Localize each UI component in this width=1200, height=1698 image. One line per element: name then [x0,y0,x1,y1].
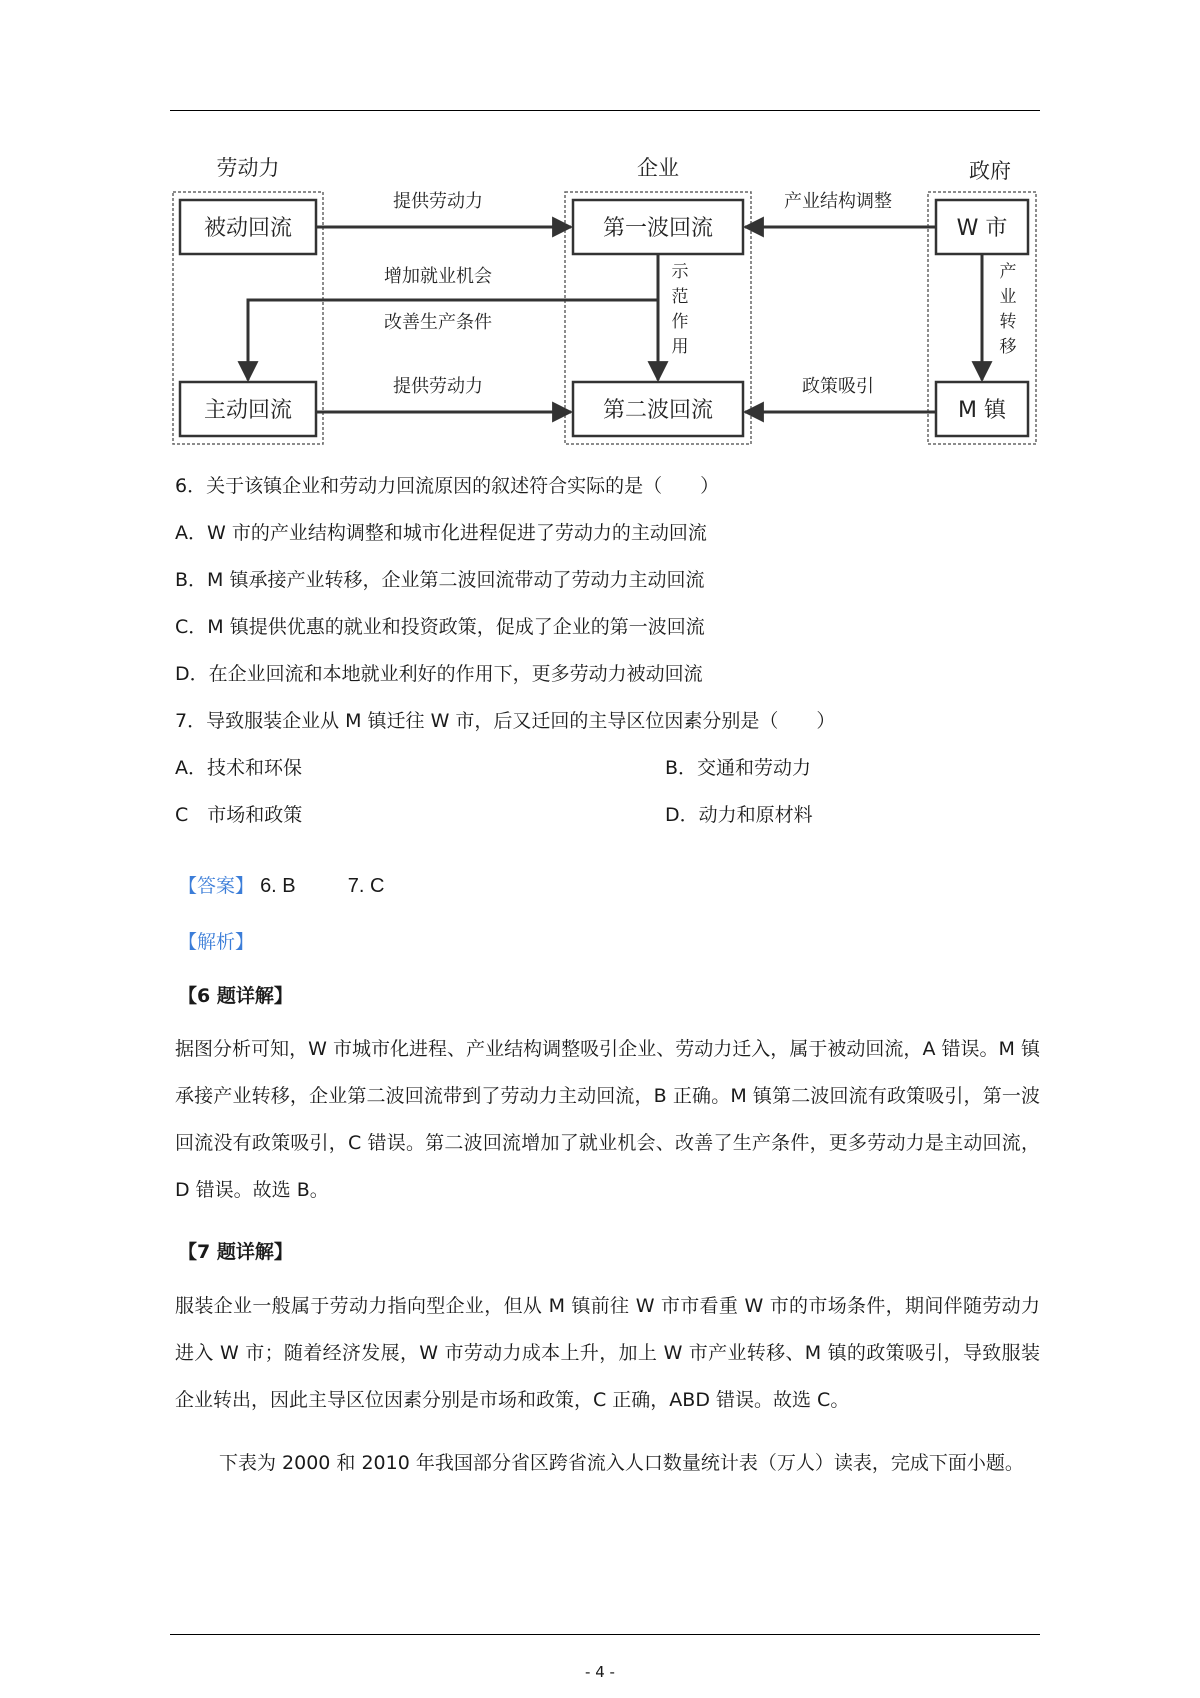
question-7-option-b: B．交通和劳动力 [665,757,812,779]
answer-line [178,873,384,899]
svg-text:作: 作 [671,312,689,332]
question-6-option-a: A．W 市的产业结构调整和城市化进程促进了劳动力的主动回流 [175,522,707,544]
svg-text:移: 移 [999,337,1017,357]
passive-return-box [180,200,316,254]
question-6-stem: 6．关于该镇企业和劳动力回流原因的叙述符合实际的是（ ） [175,475,720,497]
active-return-label: 主动回流 [203,398,293,423]
labor-return-diagram [170,150,1040,450]
detail-6-text: 据图分析可知，W 市城市化进程、产业结构调整吸引企业、劳动力迁入，属于被动回流，A 错误。M 镇承接产业转移，企业第二波回流带到了劳动力主动回流，B 正确。M 镇第二波回流有政策吸引，第一波回流没有政策吸引，C 错误。第二波回流增加了就业机会、改善了生产条件，更多劳动力是主动回流，D 错误。故选 B。 [175,1038,1040,1201]
question-7-option-a: A．技术和环保 [175,757,302,779]
active-return-box [180,382,316,436]
question-7-stem: 7．导致服装企业从 M 镇迁往 W 市，后又迁回的主导区位因素分别是（ ） [175,710,836,732]
industry-adjust-label: 产业结构调整 [784,191,892,212]
svg-text:业: 业 [999,287,1017,307]
improve-conditions-label: 改善生产条件 [384,312,492,333]
question-7-option-d: D．动力和原材料 [665,804,813,826]
m-town-box [936,382,1028,436]
footer-rule [170,1634,1040,1635]
detail-7-heading: 【7 题详解】 [178,1241,293,1263]
svg-text:范: 范 [671,287,689,307]
w-city-label: W 市 [956,216,1008,241]
provide-labor-bottom-label: 提供劳动力 [393,376,483,397]
question-6-option-b: B．M 镇承接产业转移，企业第二波回流带动了劳动力主动回流 [175,569,705,591]
m-town-label: M 镇 [958,398,1006,423]
question-7-option-c: C 市场和政策 [175,804,303,826]
industry-transfer-label [1000,262,1017,357]
page-number: - 4 - [585,1663,615,1681]
first-wave-label: 第一波回流 [602,216,714,241]
enterprise-column-header: 企业 [637,156,679,180]
w-city-box [936,200,1028,254]
detail-7-text: 服装企业一般属于劳动力指向型企业，但从 M 镇前往 W 市市看重 W 市的市场条件，期间伴随劳动力进入 W 市；随着经济发展，W 市劳动力成本上升，加上 W 市产业转移、M 镇的政策吸引，导致服装企业转出，因此主导区位因素分别是市场和政策，C 正确，ABD 错误。故选 C。 [175,1295,1040,1411]
svg-text:示: 示 [671,262,689,282]
question-6-option-d: D．在企业回流和本地就业利好的作用下，更多劳动力被动回流 [175,663,703,685]
labor-column-header: 劳动力 [216,156,280,180]
provide-labor-top-label: 提供劳动力 [393,191,483,212]
svg-text:转: 转 [999,312,1017,332]
answer-q6: 6. B [260,875,296,897]
header-rule [170,110,1040,111]
passive-return-label: 被动回流 [203,216,293,241]
analysis-label: 【解析】 [178,931,255,953]
second-wave-label: 第二波回流 [602,398,714,423]
detail-6-heading: 【6 题详解】 [178,985,293,1007]
svg-text:用: 用 [671,337,689,357]
second-wave-box [573,382,743,436]
demonstration-label [672,262,690,357]
answer-q7: 7. C [347,875,385,897]
table-intro: 下表为 2000 和 2010 年我国部分省区跨省流入人口数量统计表（万人）读表，完成下面小题。 [219,1452,1024,1474]
first-wave-box [573,200,743,254]
policy-attract-label: 政策吸引 [802,376,874,397]
government-column-header: 政府 [969,159,1011,183]
increase-jobs-label: 增加就业机会 [384,266,492,287]
question-6-option-c: C．M 镇提供优惠的就业和投资政策，促成了企业的第一波回流 [175,616,705,638]
svg-text:产: 产 [999,262,1017,282]
answer-label: 【答案】 [178,875,255,897]
